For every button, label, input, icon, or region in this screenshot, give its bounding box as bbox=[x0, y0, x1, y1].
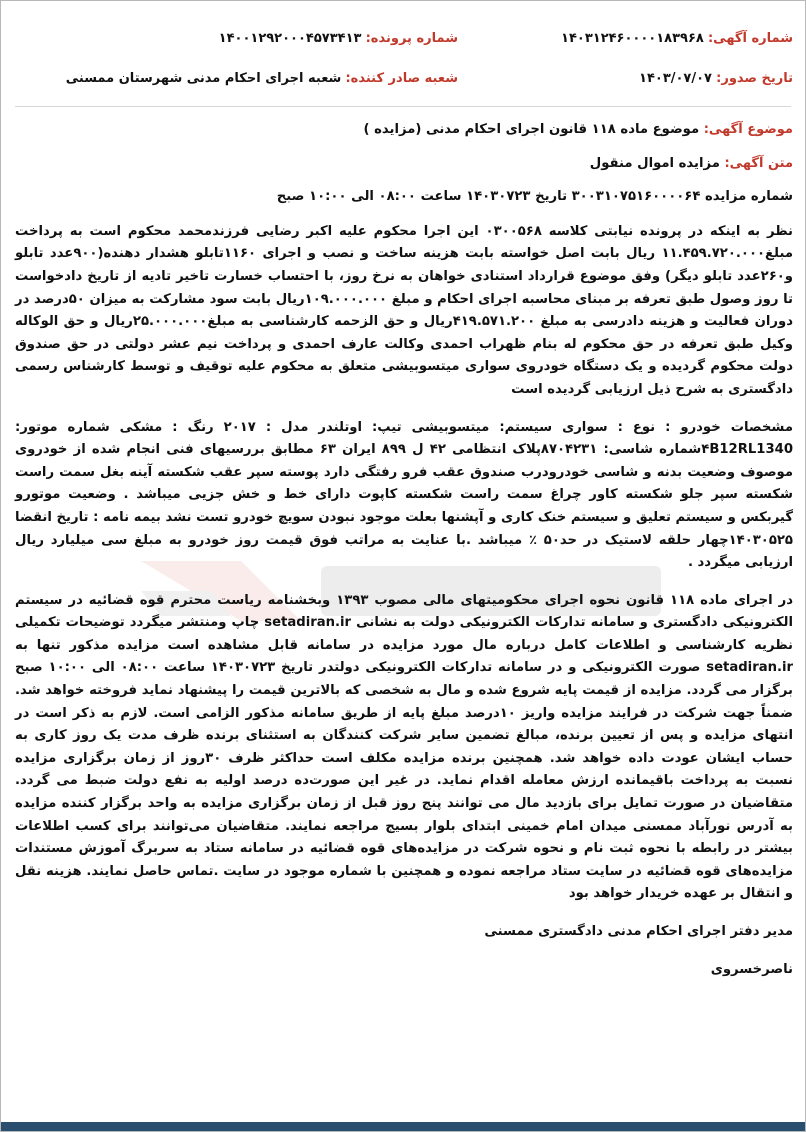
text-heading-label: متن آگهی: bbox=[724, 155, 793, 171]
paragraph-auction-terms: در اجرای ماده ۱۱۸ قانون نحوه اجرای محکومیتهای مالی مصوب ۱۳۹۳ وبخشنامه ریاست محترم قوه قضائیه در سیستم الکترونیکی دادگستری و سامانه تدارکات الکترونیکی دولت به نشانی setadiran.ir چاپ ومنتشر میگردد توضیحات تکمیلی نظریه کارشناسی و اطلاعات کامل درباره مال مورد مزایده در سامانه قابل مشاهده است مزایده مذکور تنها به setadiran.ir صورت الکترونیکی و در سامانه تدارکات الکترونیکی دولتدر تاریخ ۱۴۰۳۰۷۲۳ ساعت ۰۸:۰۰ الی ۱۰:۰۰ صبح برگزار می گردد. مزایده از قیمت پایه شروع شده و مال به شخصی که بالاترین قیمت را پیشنهاد نماید فروخته خواهد شد. ضمناً جهت شرکت در فرایند مزایده واریز ۱۰درصد مبلغ پایه از طریق سامانه مذکور الزامی است. لازم به ذکر است در انتهای مزایده و پس از تعیین برنده، مبالغ تضمین سایر شرکت کنندگان به استثنای برنده ظرف مدت یک روز کاری به حساب ایشان عودت داده خواهد شد. همچنین برنده مزایده مکلف است حداکثر ظرف ۳۰روز از زمان برگزاری مزایده نسبت به پرداخت باقیمانده ارزش معامله اقدام نماید. در غیر این صورت‌ده درصد اولیه به نفع دولت ضبط می گردد. متقاضیان در صورت تمایل برای بازدید مال می توانند پنج روز قبل از زمان برگزاری مزایده به واحد برگزار کننده مزایده به آدرس نورآباد ممسنی میدان امام خمینی ابتدای بلوار بسیج مراجعه نمایند. متقاضیان می‌توانند برای کسب اطلاعات بیشتر در رابطه با نحوه ثبت نام و نحوه شرکت در مزایده‌های قوه قضائیه در سامانه ستاد به سربرگ آموزش مستندات مزایده‌های قوه قضائیه در سایت ستاد مراجعه نموده و همچنین با شماره موجود در سایت .تماس حاصل نمایند. هزینه نقل و انتقال بر عهده خریدار خواهد بود bbox=[15, 592, 794, 902]
issue-date: ۱۴۰۳/۰۷/۰۷ bbox=[639, 71, 712, 86]
ad-number-label: شماره آگهی: bbox=[707, 31, 793, 46]
issue-date-label: تاریخ صدور: bbox=[716, 71, 793, 86]
issue-date-row bbox=[639, 71, 793, 86]
ad-number-row bbox=[561, 31, 793, 46]
case-number-label: شماره پرونده: bbox=[365, 31, 458, 46]
case-number-row bbox=[219, 31, 458, 46]
auction-line: شماره مزایده ۳۰۰۳۱۰۷۵۱۶۰۰۰۰۶۴ تاریخ ۱۴۰۳۰۷۲۳ ساعت ۰۸:۰۰ الی ۱۰:۰۰ صبح bbox=[276, 189, 793, 205]
subject-value: موضوع ماده ۱۱۸ قانون اجرای احکام مدنی (مزایده ) bbox=[363, 122, 700, 137]
issuer-row bbox=[66, 71, 458, 86]
text-heading-value: مزایده اموال منقول bbox=[589, 155, 720, 171]
signature-name: ناصرخسروی bbox=[710, 961, 793, 977]
ad-number: ۱۴۰۳۱۲۴۶۰۰۰۰۱۸۳۹۶۸ bbox=[561, 31, 704, 46]
ad-content bbox=[15, 119, 793, 981]
header-divider bbox=[15, 106, 791, 107]
subject-label: موضوع آگهی: bbox=[703, 122, 793, 137]
subject-line bbox=[15, 119, 793, 142]
ad-header bbox=[21, 31, 793, 101]
case-number: ۱۴۰۰۱۲۹۲۰۰۰۴۵۷۳۴۱۳ bbox=[218, 31, 362, 46]
issuer: شعبه اجرای احکام مدنی شهرستان ممسنی bbox=[65, 71, 342, 86]
paragraph-vehicle-specs: مشخصات خودرو : نوع : سواری سیستم: میتسوبیشی تیپ: اوتلندر مدل : ۲۰۱۷ رنگ : مشکی شماره موتور: ۴B12RL1340شماره شاسی: ۸۷۰۴۲۳۱پلاک انتظامی ۴۲ ل ۸۹۹ ایران ۶۳ مطابق بررسیهای فنی انجام شده از خودروی موصوف وضعیت بدنه و شاسی خودرودرب صندوق عقب فرو رفتگی دارد پوسته سپر عقب شکسته آینه بغل سمت راست شکسته سپر جلو شکسته کاور چراغ سمت راست شکسته کاپوت دارای خط و خش جزیی میباشد . وضعیت موتورو گیربکس و سیستم تعلیق و سیستم خنک کاری و آپشنها بعلت موجود نبودن سویچ خودرو تست نشد بیمه نامه : تاریخ انقضا ۱۴۰۳۰۵۲۵چهار حلقه لاستیک در حد۵۰ ٪ میباشد .با عنایت به مراتب فوق قیمت روز خودرو به مبلغ سی میلیارد ریال ارزیابی میگردد . bbox=[15, 419, 794, 571]
text-heading-line bbox=[15, 153, 793, 176]
signature-title: مدیر دفتر اجرای احکام مدنی دادگستری ممسنی bbox=[484, 924, 793, 939]
bottom-bar bbox=[1, 1122, 805, 1131]
paragraph-verdict: نظر به اینکه در پرونده نیابتی کلاسه ۰۳۰۰۵۶۸ این اجرا محکوم علیه اکبر رضایی فرزندمحمد محکوم است به پرداخت مبلغ۱۱.۴۵۹.۷۲۰.۰۰۰ ریال بابت اصل خواسته بابت هزینه ساخت و نصب و اجرای ۱۱۶۰تابلو هشدار دهنده(۹۰۰عدد تابلو و۲۶۰عدد تابلو دیگر) وفق موضوع قرارداد استنادی خواهان به نرخ روز، با احتساب خسارت تاخیر تادیه از تاریخ دادخواست تا روز وصول طبق تعرفه بر مبنای محاسبه اجرای احکام و مبلغ ۱۰۹.۰۰۰.۰۰۰ریال بابت سود مشارکت به میزان ۵۰درصد در دوران فعالیت و هزینه دادرسی به مبلغ ۴۱۹.۵۷۱.۲۰۰ریال و حق الزحمه کارشناسی به مبلغ۲۵.۰۰۰.۰۰۰ریال و حق الوکاله وکیل طبق تعرفه در حق محکوم له بنام ظهراب احمدی وکالت عارف احمدی و پرداخت نیم عشر دولتی در حق صندوق دولت محکوم گردیده و یک دستگاه خودروی سواری میتسوبیشی متعلق به محکوم علیه توقیف و توسط کارشناس رسمی دادگستری به شرح ذیل ارزیابی گردیده است bbox=[15, 223, 793, 397]
issuer-label: شعبه صادر کننده: bbox=[345, 71, 458, 86]
